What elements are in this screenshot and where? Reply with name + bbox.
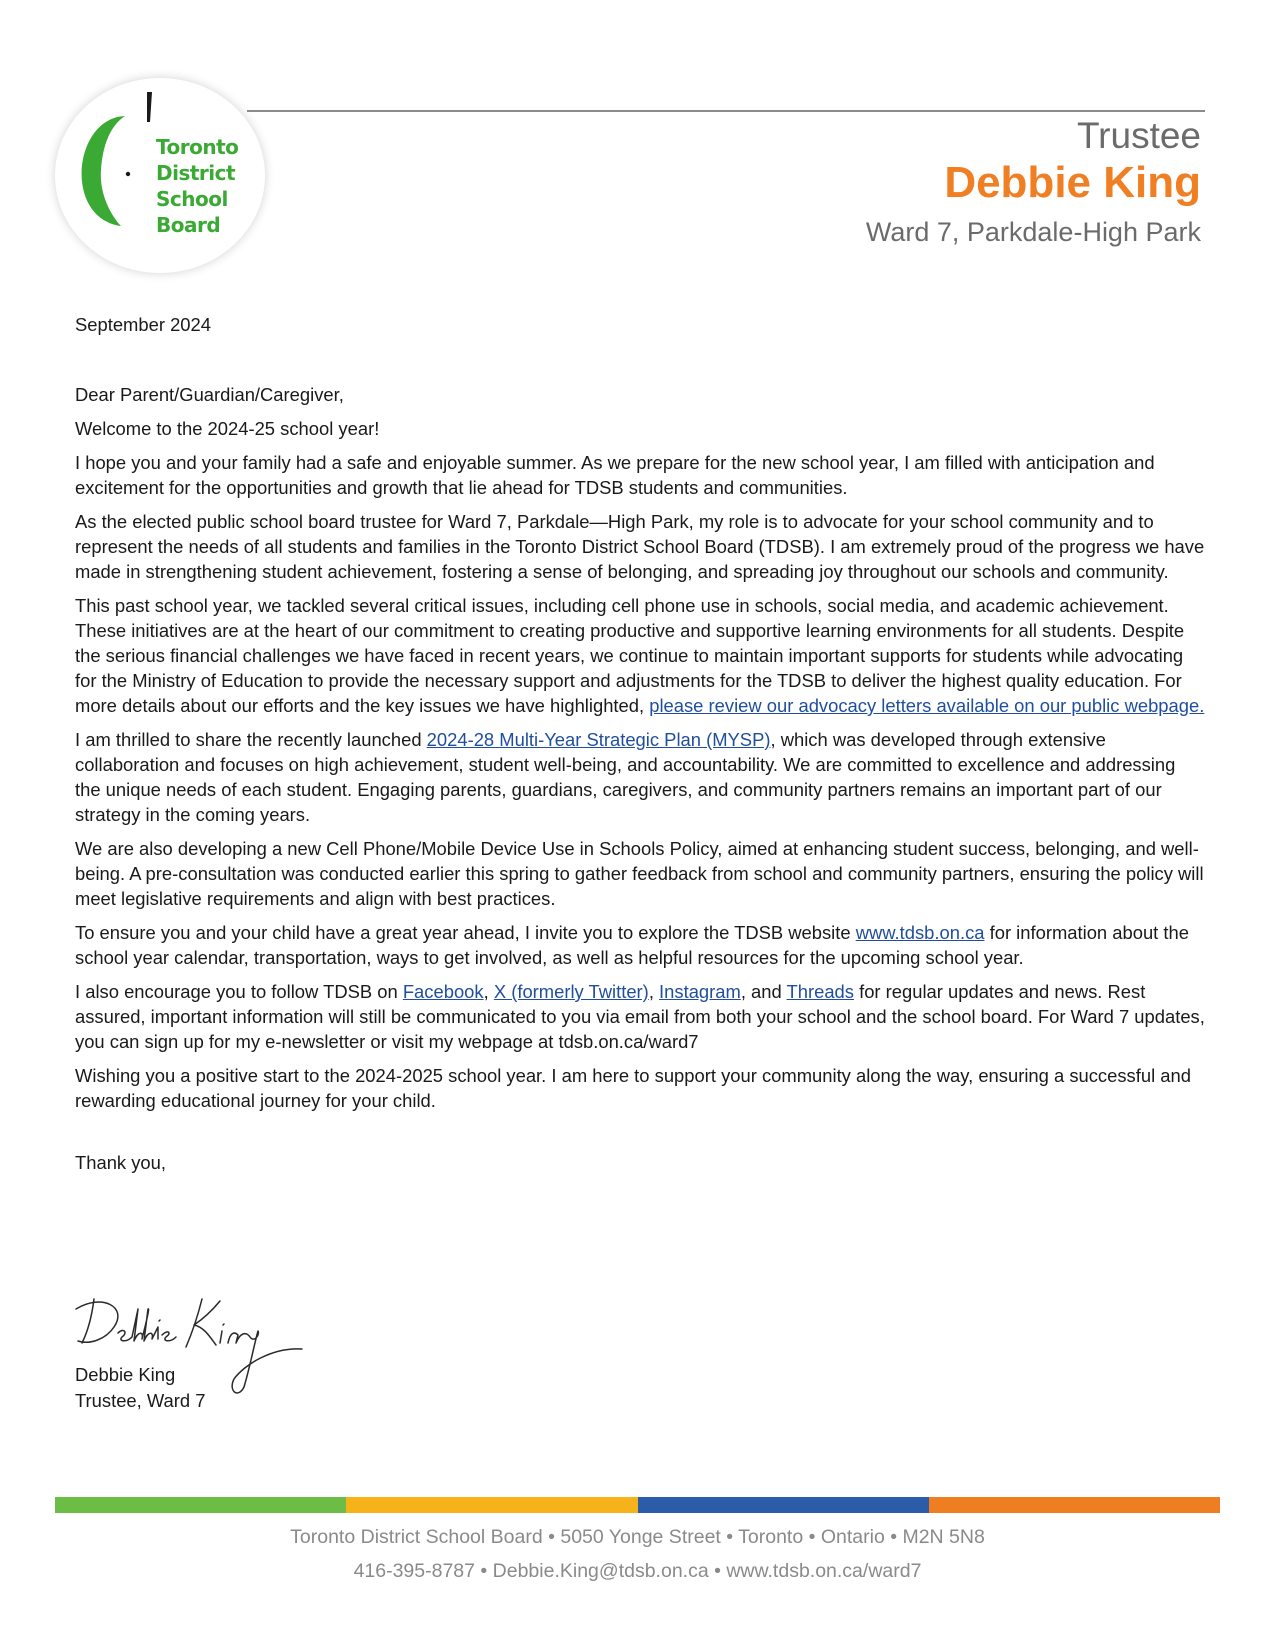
ward-label: Ward 7, Parkdale-High Park [865,217,1201,247]
salutation: Dear Parent/Guardian/Caregiver, [75,384,344,405]
trustee-label: Trustee [1076,115,1201,156]
logo-line-toronto: Toronto [156,135,239,159]
footer-color-bar [55,1497,1220,1513]
instagram-link[interactable]: Instagram [659,981,741,1002]
footer-bar-green [55,1497,346,1513]
paragraph-website [75,920,1205,970]
paragraph-website-before: To ensure you and your child have a great year ahead, I invite you to explore the TDSB website [75,922,856,943]
threads-link[interactable]: Threads [786,981,854,1002]
paragraph-social-after: for regular updates and news. Rest assured, important information will still be communicated to you via email from both your school and the school board. For Ward 7 updates, you can sign up for my e-newsletter or visit my webpage at tdsb.on.ca/ward7 [75,981,1205,1052]
social-separator-2: , [648,981,660,1002]
welcome-line: Welcome to the 2024-25 school year! [75,418,380,439]
x-twitter-link[interactable]: X (formerly Twitter) [493,981,649,1002]
logo-line-district: District [156,161,236,185]
tdsb-logo [55,78,265,273]
facebook-link[interactable]: Facebook [402,981,484,1002]
paragraph-strategic-plan-after: , which was developed through extensive collaboration and focuses on high achievement, student well-being, and accountability. We are committed to excellence and addressing the unique needs of each student. Engaging parents, guardians, caregivers, and community partners remains an important part of our strategy in the coming years. [75,729,1176,825]
paragraph-past-year-text: This past school year, we tackled several critical issues, including cell phone use in schools, social media, and academic achievement. These initiatives are at the heart of our commitment to creating productive and supportive learning environments for all students. Despite the serious financial challenges we have faced in recent years, we continue to maintain important supports for students while advocating for the Ministry of Education to provide the necessary support and adjustments for the TDSB to deliver the highest quality education. For more details about our efforts and the key issues we have highlighted, [75,595,1185,716]
paragraph-strategic-plan [75,727,1205,827]
paragraph-cell-phone-policy: We are also developing a new Cell Phone/Mobile Device Use in Schools Policy, aimed at enhancing student success, belonging, and well-being. A pre-consultation was conducted earlier this spring to gather feedback from school and community partners, ensuring the policy will meet legislative requirements and align with best practices. [75,838,1204,909]
advocacy-letters-link[interactable]: please review our advocacy letters available on our public webpage. [649,695,1205,716]
signatory-name: Debbie King [75,1364,176,1385]
closing: Thank you, [75,1152,166,1173]
social-separator-1: , [483,981,494,1002]
tdsb-website-link[interactable]: www.tdsb.on.ca [855,922,985,943]
footer [0,1520,1275,1588]
paragraph-wishes: Wishing you a positive start to the 2024-2025 school year. I am here to support your community along the way, ensuring a successful and rewarding educational journey for your child. [75,1065,1191,1111]
mysp-link[interactable]: 2024-28 Multi-Year Strategic Plan (MYSP) [426,729,771,750]
footer-contact: 416-395-8787 • Debbie.King@tdsb.on.ca • www.tdsb.on.ca/ward7 [353,1560,922,1582]
paragraph-summer: I hope you and your family had a safe and enjoyable summer. As we prepare for the new school year, I am filled with anticipation and excitement for the opportunities and growth that lie ahead for TDSB students and communities. [75,452,1155,498]
paragraph-past-year [75,593,1205,718]
logo-line-school: School [156,187,228,211]
paragraph-social [75,979,1205,1054]
header-divider [247,110,1205,112]
signature-block [75,1290,375,1420]
logo-line-board: Board [156,213,221,237]
paragraph-role: As the elected public school board trustee for Ward 7, Parkdale—High Park, my role is to advocate for your school community and to represent the needs of all students and families in the Toronto District School Board (TDSB). I am extremely proud of the progress we have made in strengthening student achievement, fostering a sense of belonging, and spreading joy throughout our schools and community. [75,511,1205,582]
letter-body [75,312,1205,1184]
paragraph-strategic-plan-before: I am thrilled to share the recently launched [75,729,427,750]
footer-address: Toronto District School Board • 5050 Yonge Street • Toronto • Ontario • M2N 5N8 [290,1526,985,1548]
social-separator-3: , and [740,981,787,1002]
paragraph-social-before: I also encourage you to follow TDSB on [75,981,403,1002]
trustee-name: Debbie King [944,158,1201,207]
trustee-header [866,114,1201,252]
footer-bar-orange [929,1497,1220,1513]
footer-bar-blue [638,1497,929,1513]
letter-date: September 2024 [75,314,211,335]
logo-wordmark [156,134,238,238]
footer-bar-yellow [346,1497,637,1513]
signatory-title: Trustee, Ward 7 [75,1390,206,1411]
paragraph-website-after: for information about the school year calendar, transportation, ways to get involved, as well as helpful resources for the upcoming school year. [75,922,1189,968]
